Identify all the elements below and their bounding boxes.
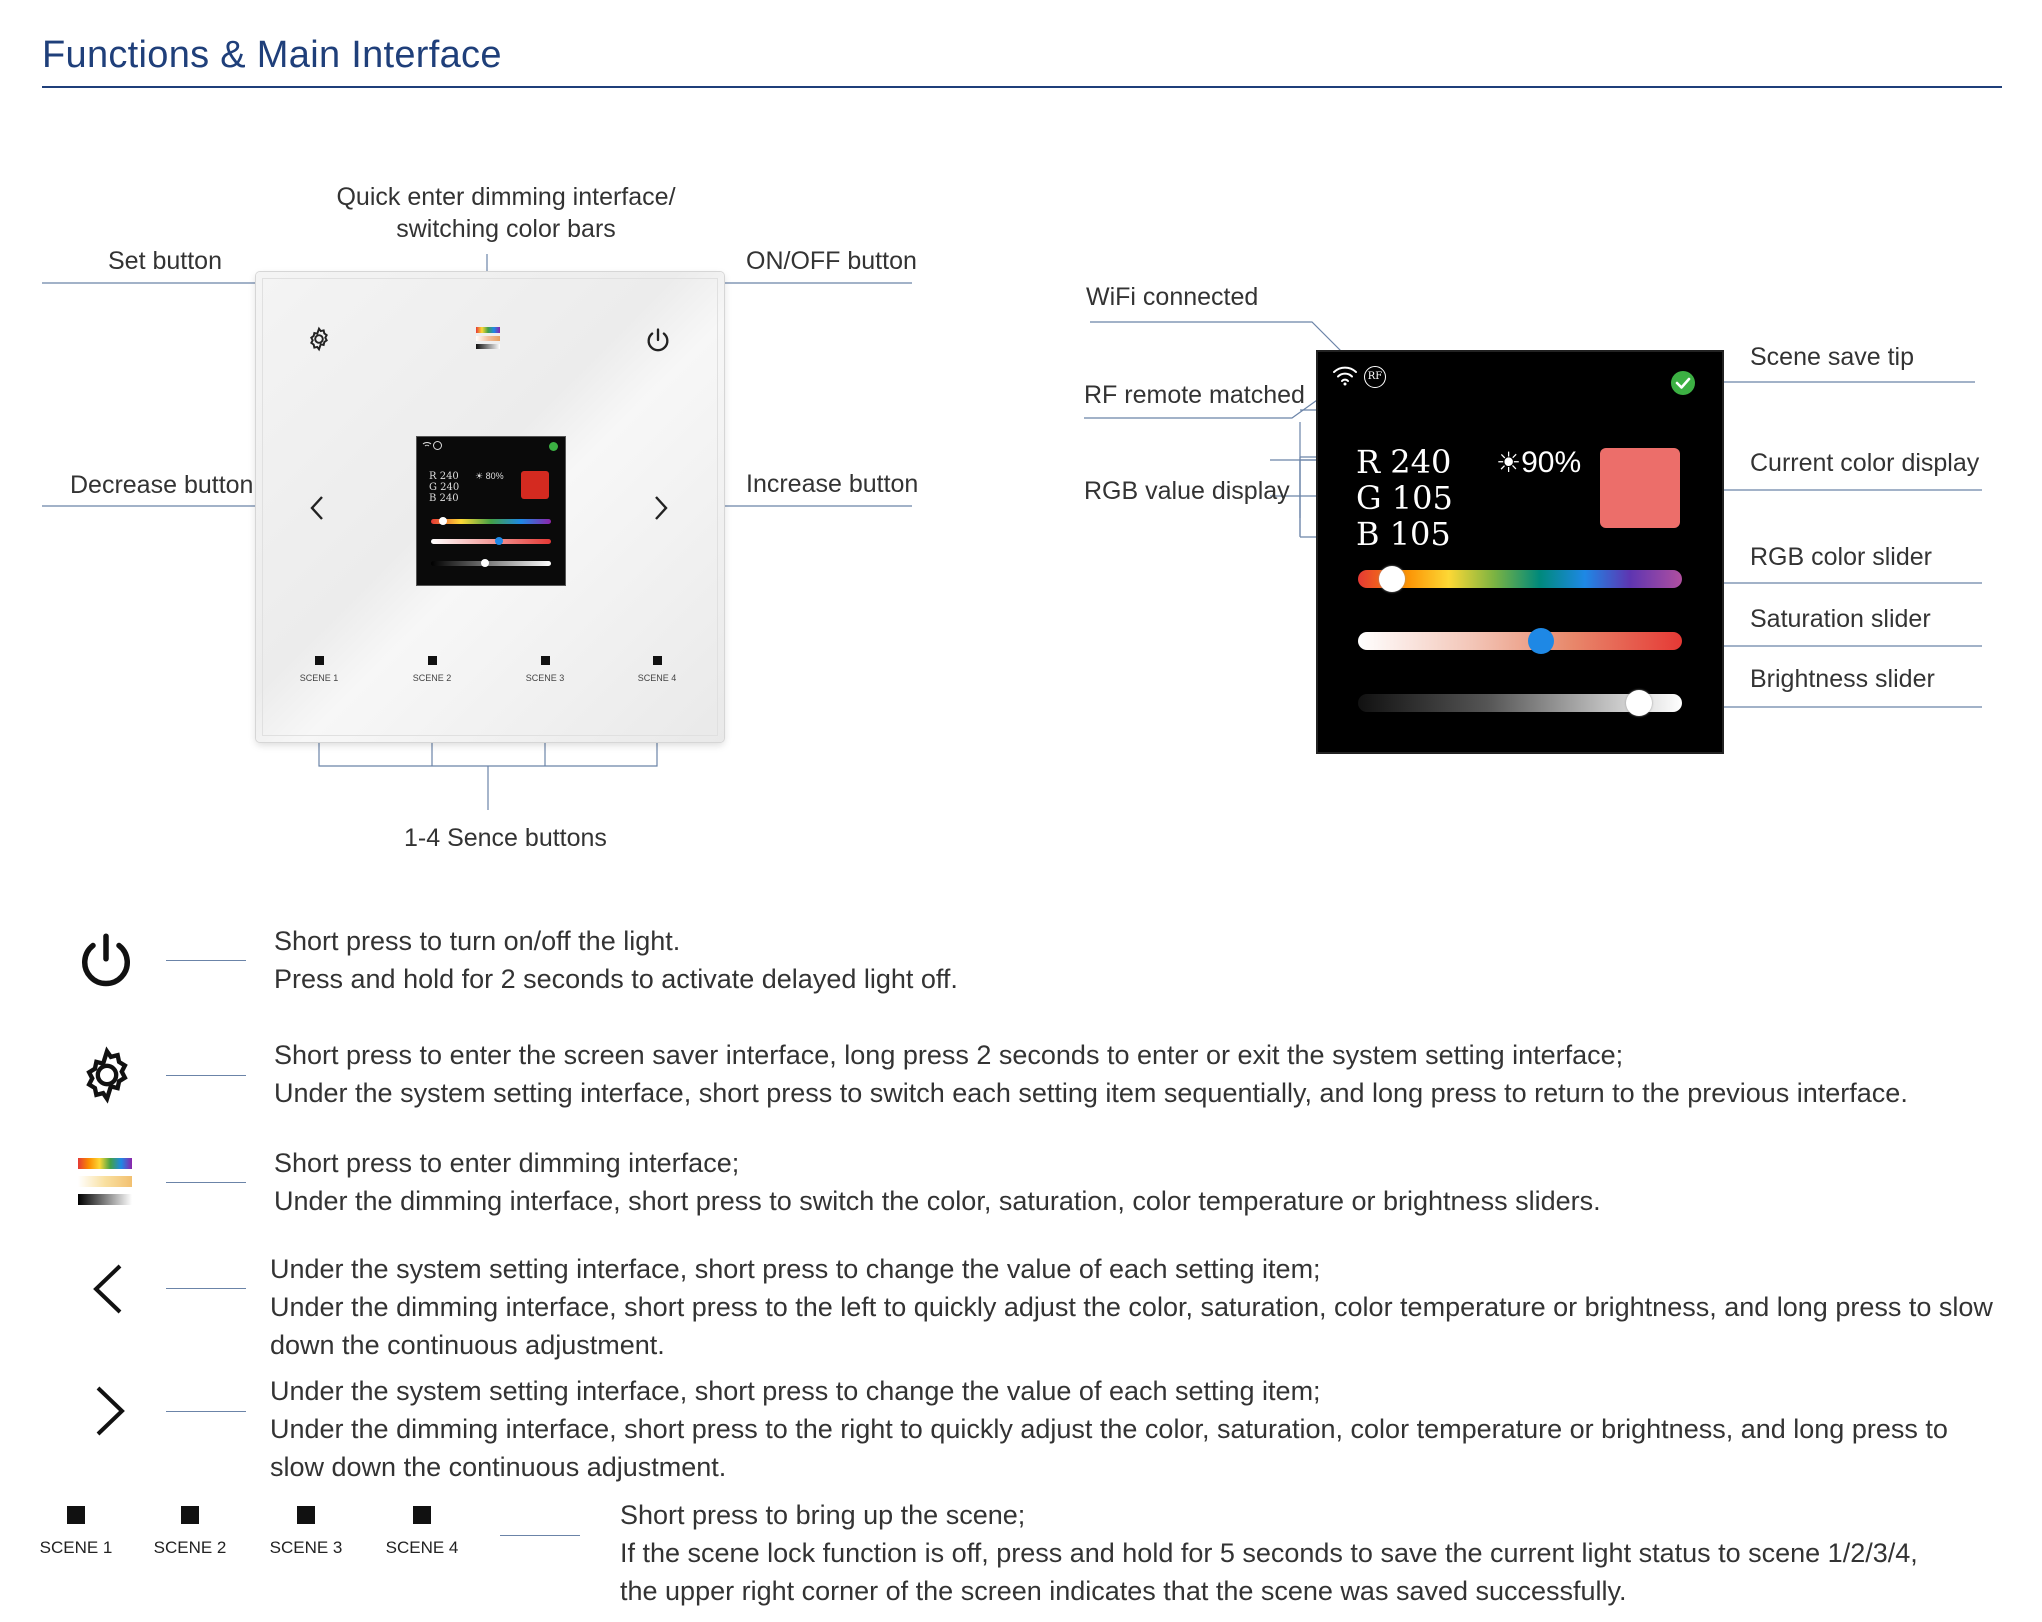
main-screen <box>1316 350 1724 754</box>
row2-line1: Short press to enter the screen saver interface, long press 2 seconds to enter or exit the system setting interface; <box>274 1040 1624 1070</box>
mini-g-value: G 240 <box>429 482 460 493</box>
scene-buttons-label: 1-4 Sence buttons <box>404 824 607 852</box>
scene-legend-2-caption: SCENE 2 <box>153 1538 227 1557</box>
rgb-value-display-label: RGB value display <box>1084 477 1290 505</box>
scene-legend-4 <box>382 1506 462 1558</box>
scene-save-tip-icon <box>1670 370 1696 396</box>
set-button-label: Set button <box>108 247 222 275</box>
quick-enter-label-line1: Quick enter dimming interface/ <box>336 183 676 211</box>
onoff-button-label: ON/OFF button <box>746 247 917 275</box>
chevron-right-icon[interactable] <box>652 494 670 522</box>
row4-line2: Under the dimming interface, short press to the left to quickly adjust the color, saturation, color temperature or brightness, and long press to slow <box>270 1292 1993 1322</box>
row5-line2: Under the dimming interface, short press to the right to quickly adjust the color, saturation, color temperature or brightness, and long press to <box>270 1414 1948 1444</box>
brightness-readout <box>1496 446 1581 480</box>
scene-4-square <box>653 656 662 665</box>
row4-line1: Under the system setting interface, short press to change the value of each setting item; <box>270 1254 1321 1284</box>
scene-save-tip-icon <box>549 442 558 451</box>
mini-brightness-thumb <box>481 559 489 567</box>
color-bars-icon <box>78 1158 132 1206</box>
scene-button-1[interactable] <box>291 656 347 683</box>
scene-3-square <box>541 656 550 665</box>
wifi-connected-label: WiFi connected <box>1086 283 1259 311</box>
mini-rgb-thumb <box>439 517 447 525</box>
brightness-slider[interactable] <box>1358 694 1682 712</box>
scene-legend-1-caption: SCENE 1 <box>39 1538 113 1557</box>
current-color-swatch <box>1600 448 1680 528</box>
chevron-left-icon <box>90 1262 126 1316</box>
rgb-values <box>1356 444 1453 552</box>
gear-icon <box>78 1046 136 1104</box>
page-title: Functions & Main Interface <box>42 34 502 76</box>
scene-legend-2 <box>150 1506 230 1558</box>
chevron-left-icon[interactable] <box>308 494 326 522</box>
row5-connector <box>166 1411 246 1412</box>
gear-icon[interactable] <box>306 326 332 352</box>
row5-line1: Under the system setting interface, short press to change the value of each setting item; <box>270 1376 1321 1406</box>
row1-connector <box>166 960 246 961</box>
scene-3-caption: SCENE 3 <box>525 673 565 683</box>
mini-rgb-values <box>429 471 459 504</box>
scene-legend-1 <box>36 1506 116 1558</box>
row3-line2: Under the dimming interface, short press to switch the color, saturation, color temperature or brightness sliders. <box>274 1186 1601 1216</box>
row6-line2: If the scene lock function is off, press and hold for 5 seconds to save the current light status to scene 1/2/3/4, <box>620 1538 1918 1568</box>
mini-color-swatch <box>521 471 549 499</box>
row2-description <box>274 1036 1908 1112</box>
row3-line1: Short press to enter dimming interface; <box>274 1148 740 1178</box>
row2-connector <box>166 1075 246 1076</box>
wifi-icon <box>422 441 432 449</box>
row1-line1: Short press to turn on/off the light. <box>274 926 681 956</box>
mini-saturation-slider <box>431 539 551 544</box>
scene-legend-4-caption: SCENE 4 <box>385 1538 459 1557</box>
scene-2-square <box>428 656 437 665</box>
rgb-color-slider-label: RGB color slider <box>1750 543 1932 571</box>
row4-line3: down the continuous adjustment. <box>270 1330 665 1360</box>
brightness-slider-label: Brightness slider <box>1750 665 1935 693</box>
saturation-slider-thumb[interactable] <box>1528 628 1554 654</box>
row6-line1: Short press to bring up the scene; <box>620 1500 1026 1530</box>
scene-1-square <box>315 656 324 665</box>
increase-button-label: Increase button <box>746 470 919 498</box>
row4-description <box>270 1250 1993 1364</box>
g-value: G 105 <box>1356 479 1453 517</box>
row3-connector <box>166 1182 246 1183</box>
rf-badge-text: RF <box>1367 371 1383 382</box>
mini-b-value: B 240 <box>429 493 459 504</box>
brightness-value: 90% <box>1521 446 1582 479</box>
mini-rgb-slider <box>431 519 551 524</box>
r-value: R 240 <box>1356 443 1452 481</box>
scene-button-3[interactable] <box>517 656 573 683</box>
row1-line2: Press and hold for 2 seconds to activate delayed light off. <box>274 964 958 994</box>
scene-legend-3-square <box>297 1506 315 1524</box>
row6-connector <box>500 1535 580 1536</box>
sun-icon: ☀ <box>1496 447 1522 478</box>
quick-enter-label-line2: switching color bars <box>396 214 616 243</box>
chevron-right-icon <box>92 1384 128 1438</box>
scene-1-caption: SCENE 1 <box>299 673 339 683</box>
scene-legend-3 <box>266 1506 346 1558</box>
mini-sun-icon: ☀ <box>475 471 484 481</box>
scene-legend-1-square <box>67 1506 85 1524</box>
current-color-label: Current color display <box>1750 449 1980 477</box>
rgb-color-slider[interactable] <box>1358 570 1682 588</box>
row4-connector <box>166 1288 246 1289</box>
scene-button-2[interactable] <box>404 656 460 683</box>
mini-saturation-thumb <box>495 537 503 545</box>
screen-diagram <box>1060 260 2000 780</box>
row2-line2: Under the system setting interface, short press to switch each setting item sequentially, and long press to return to the previous interface. <box>274 1078 1908 1108</box>
saturation-slider[interactable] <box>1358 632 1682 650</box>
scene-legend <box>36 1506 476 1566</box>
wifi-icon <box>1332 364 1358 386</box>
row6-description <box>620 1496 1918 1610</box>
row5-line3: slow down the continuous adjustment. <box>270 1452 727 1482</box>
scene-save-tip-label: Scene save tip <box>1750 343 1914 371</box>
color-bars-icon[interactable] <box>476 327 500 351</box>
row3-description <box>274 1144 1601 1220</box>
quick-enter-label <box>300 184 712 243</box>
row6-line3: the upper right corner of the screen indicates that the scene was saved successfully. <box>620 1576 1627 1606</box>
mini-brightness-slider <box>431 561 551 566</box>
saturation-slider-label: Saturation slider <box>1750 605 1931 633</box>
scene-2-caption: SCENE 2 <box>412 673 452 683</box>
b-value: B 105 <box>1356 515 1451 553</box>
scene-legend-4-square <box>413 1506 431 1524</box>
scene-button-4[interactable] <box>629 656 685 683</box>
mini-screen <box>416 436 566 586</box>
brightness-slider-thumb[interactable] <box>1626 690 1652 716</box>
scene-legend-2-square <box>181 1506 199 1524</box>
mini-brightness <box>475 471 504 482</box>
power-icon[interactable] <box>644 326 672 354</box>
rf-badge <box>1364 366 1386 388</box>
rf-badge <box>433 441 442 450</box>
rf-matched-label: RF remote matched <box>1084 381 1305 409</box>
power-icon <box>76 930 136 990</box>
switch-panel <box>256 272 724 742</box>
row1-description <box>274 922 958 998</box>
mini-brightness-value: 80% <box>485 471 504 481</box>
decrease-button-label: Decrease button <box>70 471 254 499</box>
device-diagram <box>0 0 940 860</box>
scene-legend-3-caption: SCENE 3 <box>269 1538 343 1557</box>
mini-r-value: R 240 <box>429 471 459 482</box>
row5-description <box>270 1372 1948 1486</box>
scene-4-caption: SCENE 4 <box>637 673 677 683</box>
rgb-color-slider-thumb[interactable] <box>1379 566 1405 592</box>
